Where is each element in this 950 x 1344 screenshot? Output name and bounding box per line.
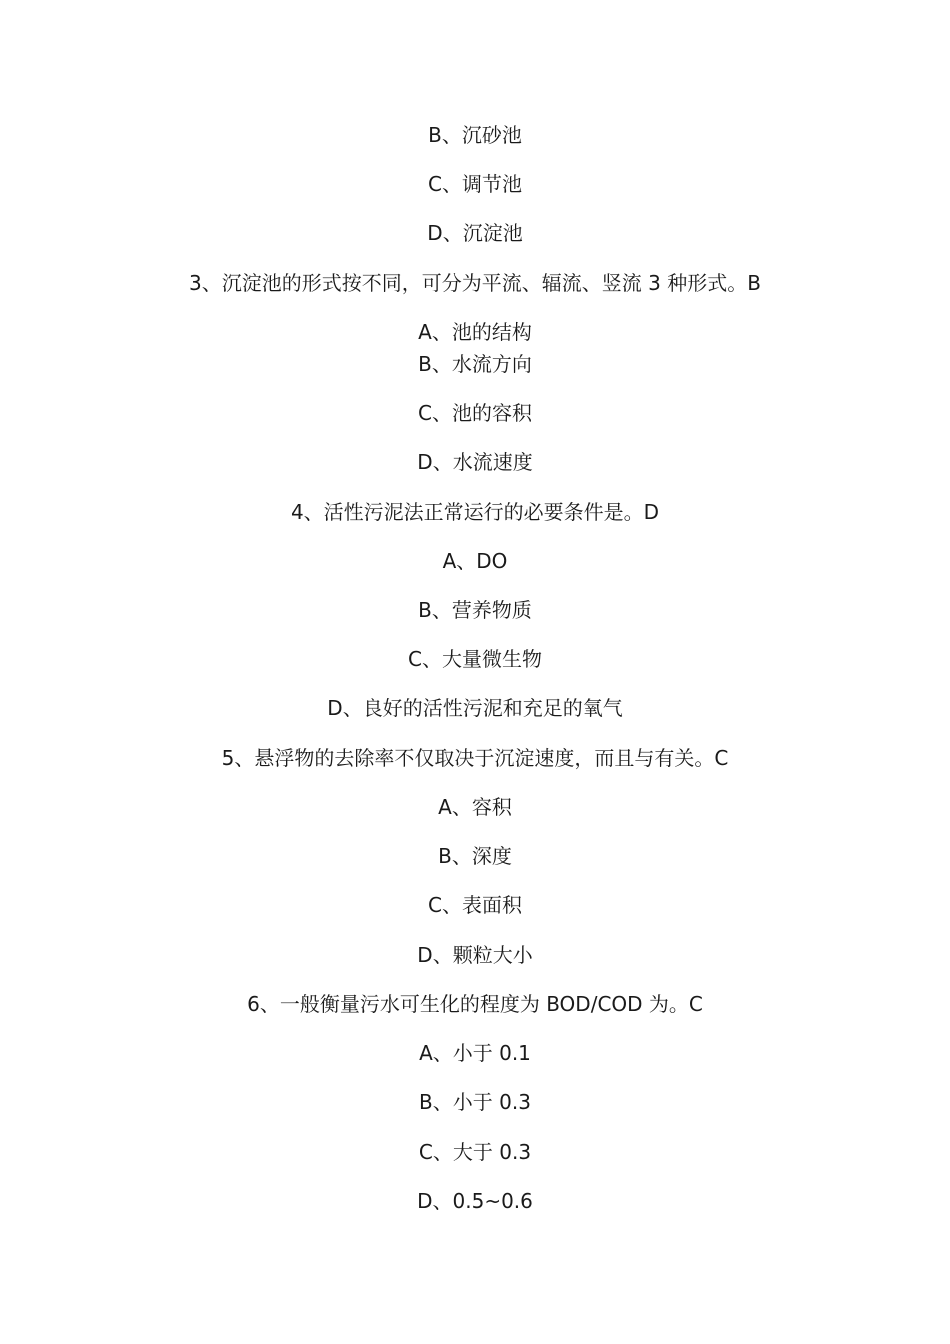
option-line: D、水流速度 [417, 450, 533, 474]
question-line: 4、活性污泥法正常运行的必要条件是。D [290, 500, 660, 524]
option-line: D、颗粒大小 [417, 943, 533, 967]
option-line: C、表面积 [428, 893, 522, 917]
option-line: B、营养物质 [418, 598, 532, 622]
option-line: A、小于 0.1 [419, 1041, 531, 1065]
question-line: 5、悬浮物的去除率不仅取决于沉淀速度，而且与有关。C [221, 746, 729, 770]
option-line: D、0.5~0.6 [417, 1189, 533, 1213]
option-line: A、容积 [438, 795, 512, 819]
option-line: D、良好的活性污泥和充足的氧气 [327, 696, 623, 720]
option-line: C、调节池 [428, 172, 522, 196]
question-line: 3、沉淀池的形式按不同，可分为平流、辐流、竖流 3 种形式。B [189, 271, 761, 295]
option-line: B、沉砂池 [428, 123, 522, 147]
option-line: C、大于 0.3 [418, 1140, 532, 1164]
option-line: B、小于 0.3 [419, 1090, 531, 1114]
option-line: D、沉淀池 [427, 221, 523, 245]
option-line: A、池的结构 [418, 320, 532, 344]
option-line: C、大量微生物 [408, 647, 542, 671]
question-line: 6、一般衡量污水可生化的程度为 BOD/COD 为。C [247, 992, 703, 1016]
option-line: B、深度 [438, 844, 512, 868]
option-line: B、水流方向 [418, 352, 532, 376]
option-line: C、池的容积 [418, 401, 532, 425]
option-line: A、DO [442, 549, 508, 573]
